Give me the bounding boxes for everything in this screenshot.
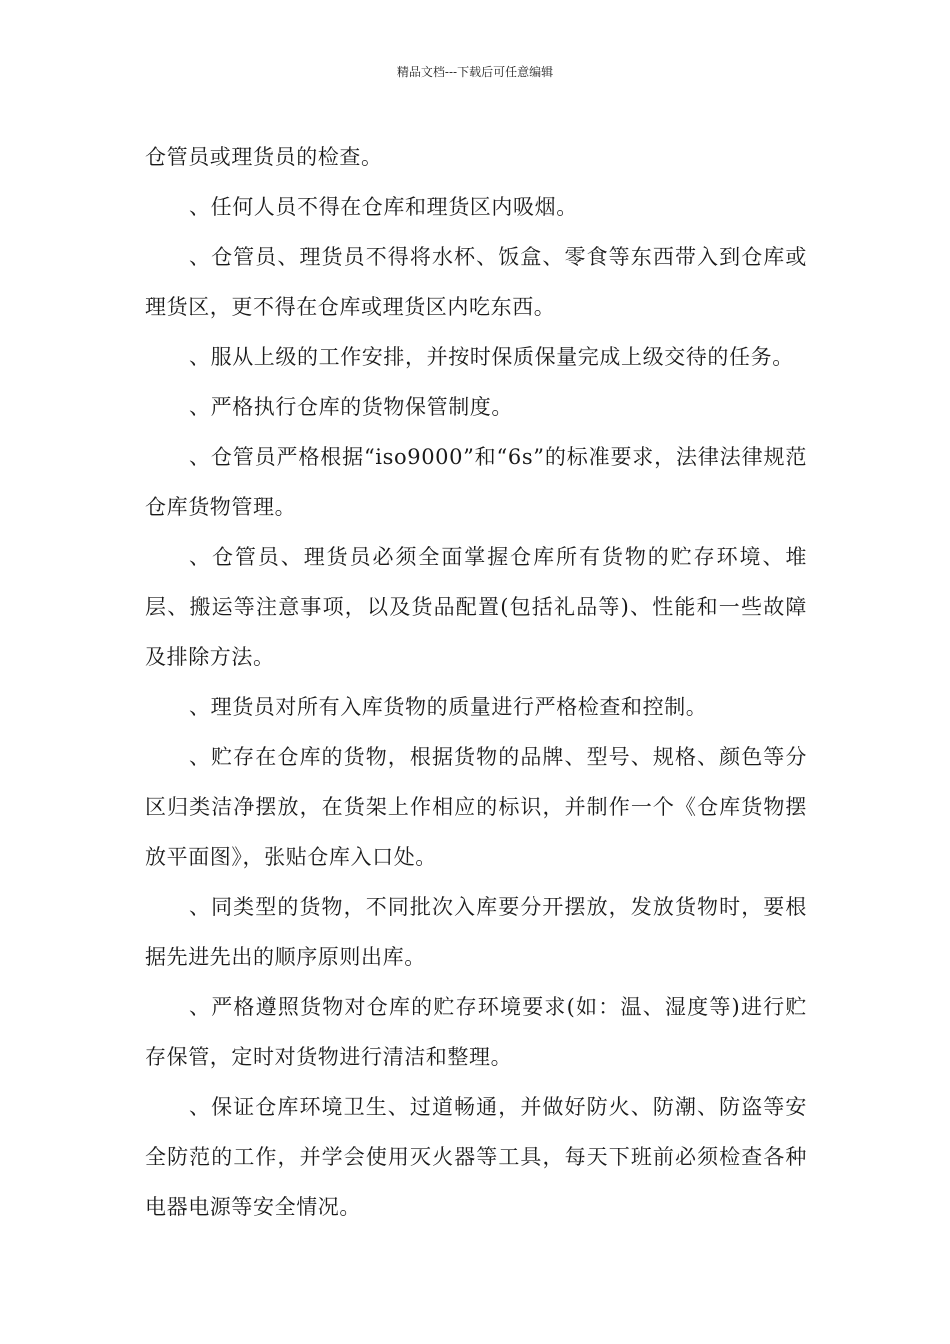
paragraph: 、服从上级的工作安排，并按时保质保量完成上级交待的任务。 xyxy=(189,345,794,369)
paragraph: 、仓管员、理货员不得将水杯、饭盒、零食等东西带入到仓库或理货区，更不得在仓库或理货区内吃东西。 xyxy=(145,245,807,319)
paragraph: 、保证仓库环境卫生、过道畅通，并做好防火、防潮、防盗等安全防范的工作，并学会使用灭火器等工具，每天下班前必须检查各种电器电源等安全情况。 xyxy=(145,1095,807,1219)
paragraph: 、仓管员、理货员必须全面掌握仓库所有货物的贮存环境、堆层、搬运等注意事项，以及货品配置(包括礼品等)、性能和一些故障及排除方法。 xyxy=(145,545,807,669)
paragraph: 、理货员对所有入库货物的质量进行严格检查和控制。 xyxy=(189,695,708,719)
paragraph: 、同类型的货物，不同批次入库要分开摆放，发放货物时，要根据先进先出的顺序原则出库。 xyxy=(145,895,807,969)
paragraph: 、仓管员严格根据“iso9000”和“6s”的标准要求，法律法律规范仓库货物管理。 xyxy=(145,445,807,519)
paragraph: 、贮存在仓库的货物，根据货物的品牌、型号、规格、颜色等分区归类洁净摆放，在货架上作相应的标识，并制作一个《仓库货物摆放平面图》，张贴仓库入口处。 xyxy=(145,745,807,869)
document-body xyxy=(145,132,807,1232)
paragraph: 仓管员或理货员的检查。 xyxy=(145,145,383,169)
paragraph: 、严格执行仓库的货物保管制度。 xyxy=(189,395,513,419)
paragraph: 、严格遵照货物对仓库的贮存环境要求(如：温、湿度等)进行贮存保管，定时对货物进行清洁和整理。 xyxy=(145,995,807,1069)
page-header: 精品文档---下载后可任意编辑 xyxy=(396,65,554,79)
paragraph: 、任何人员不得在仓库和理货区内吸烟。 xyxy=(189,195,578,219)
